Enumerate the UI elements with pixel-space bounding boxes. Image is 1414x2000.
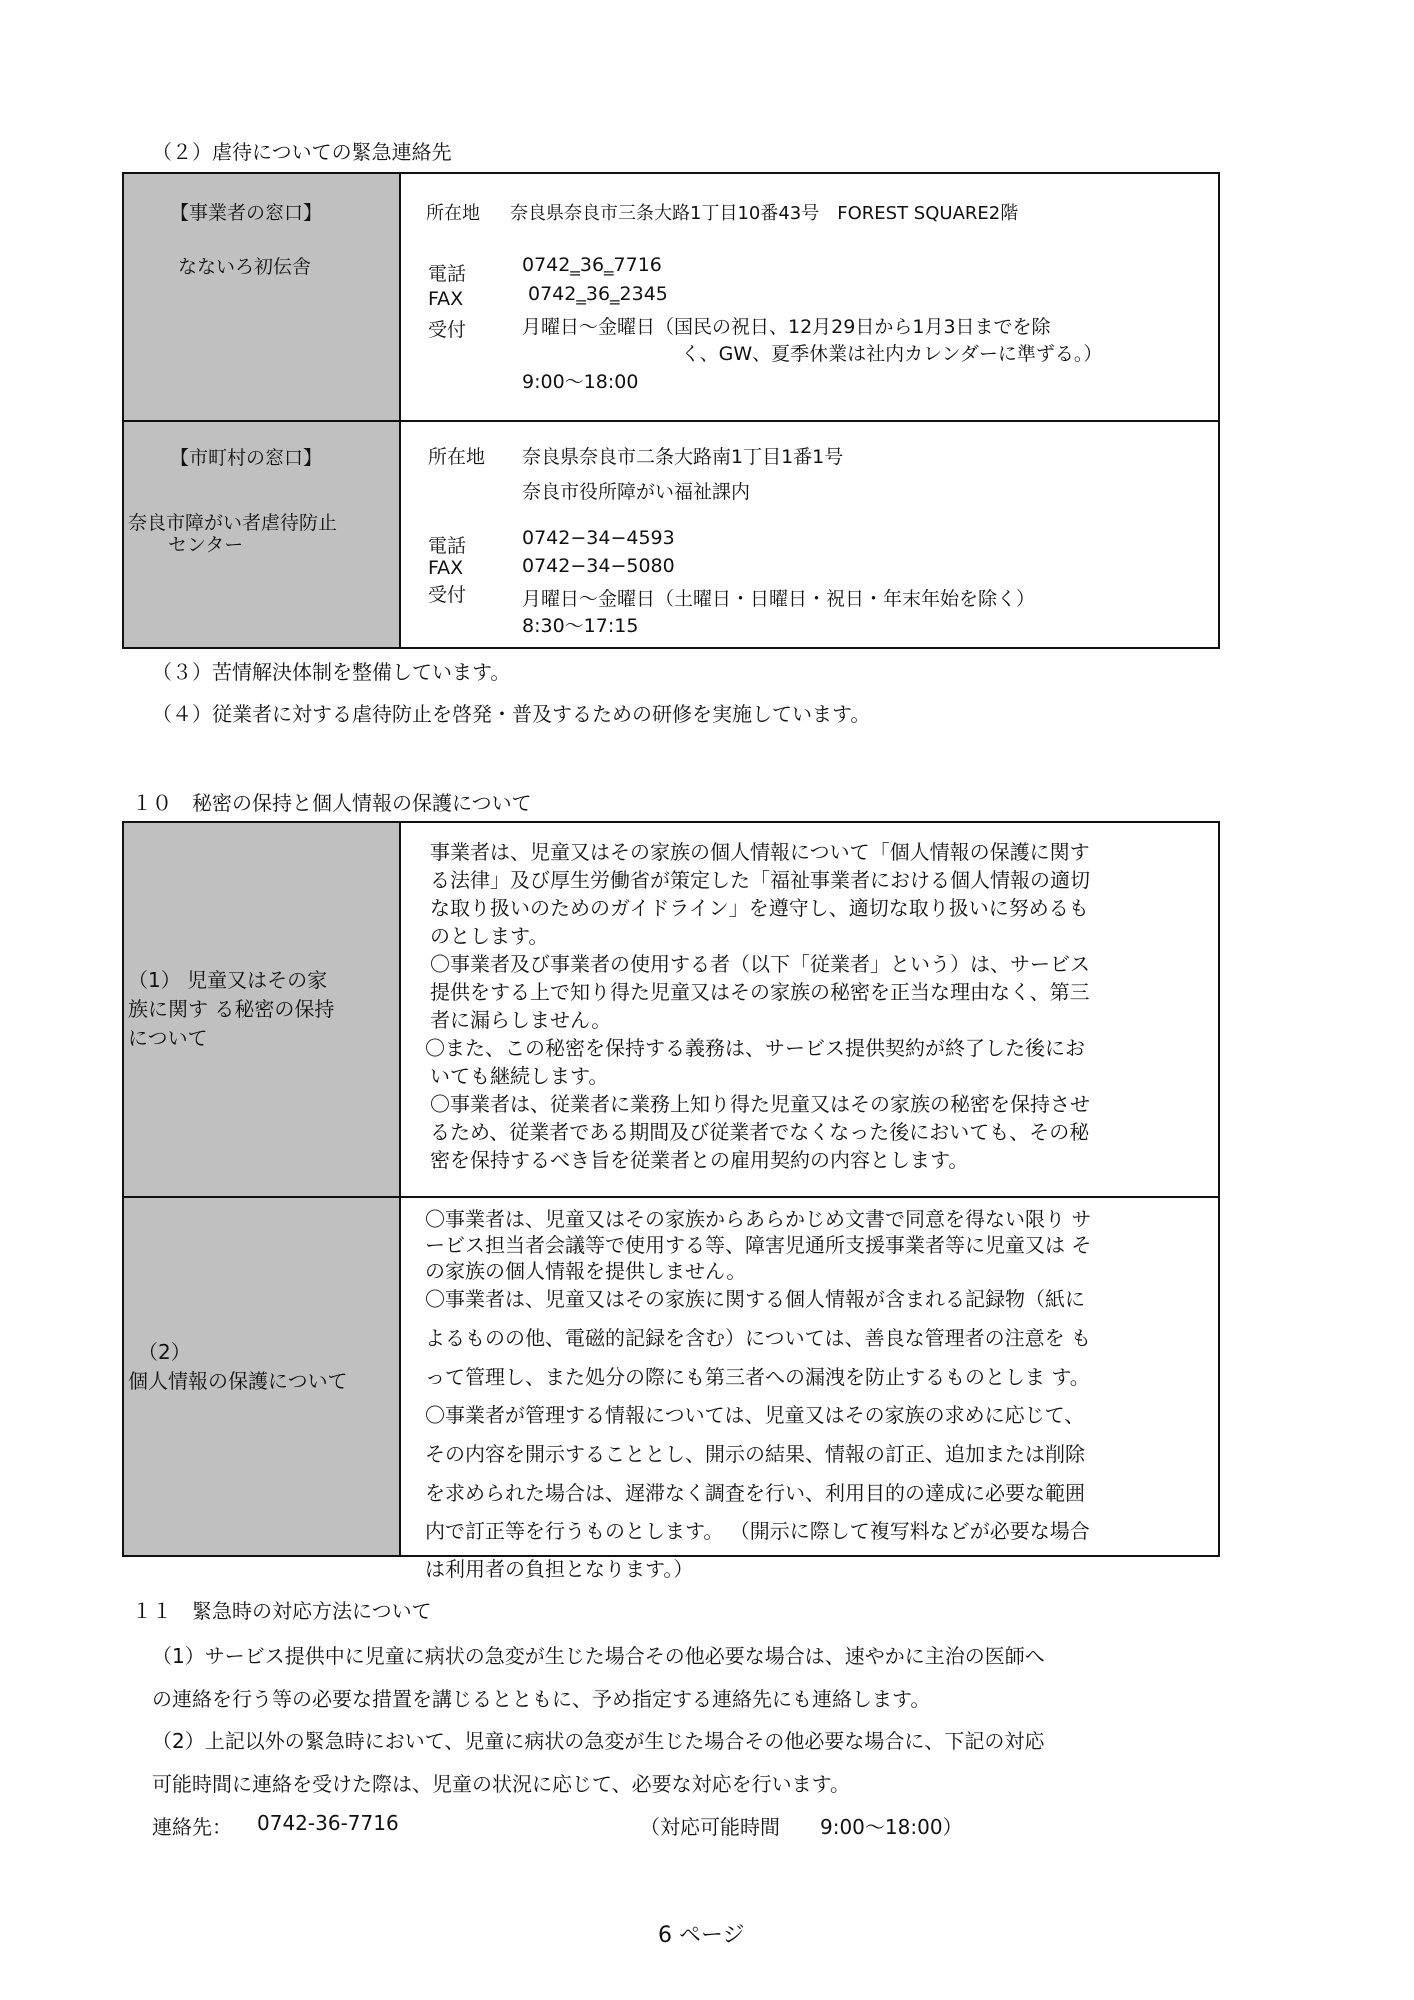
privacy-row1-line: のとします。	[430, 924, 549, 948]
operator-name: なないろ初伝舎	[178, 256, 312, 278]
operator-hours-line2: く、GW、夏季休業は社内カレンダーに準ずる。）	[681, 343, 1103, 365]
privacy-row1-line: な取り扱いのためのガイドライン」を遵守し、適切な取り扱いに努めるも	[430, 896, 1089, 920]
privacy-row2-label-line2: 個人情報の保護について	[128, 1369, 348, 1393]
abuse-contact-heading: （２）虐待についての緊急連絡先	[152, 140, 452, 164]
privacy-row1-line: いても継続します。	[430, 1064, 609, 1088]
privacy-row1-line: 〇事業者は、従業者に業務上知り得た児童又はその家族の秘密を保持させ	[430, 1092, 1090, 1116]
abuse-contact-row-divider	[124, 420, 1218, 422]
privacy-row2-line: その内容を開示することとし、開示の結果、情報の訂正、追加または削除	[425, 1442, 1085, 1466]
municipal-name-line1: 奈良市障がい者虐待防止	[128, 512, 338, 534]
privacy-row1-line: る法律」及び厚生労働省が策定した「福祉事業者における個人情報の適切	[430, 868, 1090, 892]
municipal-tel-key: 電話	[428, 535, 467, 557]
privacy-row1-line: 密を保持するべき旨を従業者との雇用契約の内容とします。	[430, 1148, 969, 1172]
note-complaint-system: （３）苦情解決体制を整備しています。	[152, 660, 511, 684]
privacy-row1-line: るため、従業者である期間及び従業者でなくなった後においても、その秘	[430, 1120, 1090, 1144]
privacy-row1-line: 者に漏らしません。	[430, 1008, 612, 1032]
operator-label: 【事業者の窓口】	[170, 202, 323, 224]
privacy-row2-line: ービス担当者会議等で使用する等、障害児通所支援事業者等に児童又は そ	[425, 1233, 1092, 1257]
municipal-hours: 月曜日～金曜日（土曜日・日曜日・祝日・年末年始を除く）	[522, 588, 1036, 610]
privacy-row2-line: を求められた場合は、遅滞なく調査を行い、利用目的の達成に必要な範囲	[425, 1481, 1085, 1505]
operator-hours-key: 受付	[428, 319, 467, 341]
section11-para1-line2: の連絡を行う等の必要な措置を講じるとともに、予め指定する連絡先にも連絡します。	[152, 1687, 931, 1711]
privacy-row1-line: 〇また、この秘密を保持する義務は、サービス提供契約が終了した後にお	[425, 1036, 1085, 1060]
section11-heading: １１ 緊急時の対応方法について	[132, 1599, 432, 1623]
page-number: 6 ページ	[658, 1923, 745, 1948]
privacy-row2-label-line1: （2）	[138, 1340, 191, 1364]
privacy-row-divider	[124, 1196, 1218, 1198]
municipal-address-line1: 奈良県奈良市二条大路南1丁目1番1号	[522, 446, 844, 468]
municipal-name-line2: センター	[168, 534, 244, 556]
operator-hours-line1: 月曜日～金曜日（国民の祝日、12月29日から1月3日までを除	[522, 316, 1051, 338]
privacy-row1-line: 事業者は、児童又はその家族の個人情報について「個人情報の保護に関す	[430, 840, 1090, 864]
operator-fax-key: FAX	[428, 288, 464, 310]
municipal-address-key: 所在地	[428, 446, 486, 468]
privacy-row2-line: 〇事業者は、児童又はその家族に関する個人情報が含まれる記録物（紙に	[425, 1287, 1085, 1311]
privacy-row1-line: 提供をする上で知り得た児童又はその家族の秘密を正当な理由なく、第三	[430, 980, 1090, 1004]
privacy-row2-line: は利用者の負担となります。）	[425, 1557, 694, 1581]
privacy-row1-label-line3: について	[128, 1026, 208, 1050]
section11-para1-line1: （1）サービス提供中に児童に病状の急変が生じた場合その他必要な場合は、速やかに主治の医師へ	[152, 1644, 1045, 1668]
privacy-row2-line: って管理し、また処分の際にも第三者への漏洩を防止するものとしま す。	[425, 1365, 1090, 1389]
operator-tel: 0742‗36‗7716	[522, 254, 662, 276]
municipal-hours-time: 8:30～17:15	[522, 615, 639, 637]
municipal-fax: 0742−34−5080	[522, 555, 675, 577]
municipal-tel: 0742−34−4593	[522, 527, 675, 549]
section11-para2-line1: （2）上記以外の緊急時において、児童に病状の急変が生じた場合その他必要な場合に、下記の対応	[152, 1729, 1045, 1753]
privacy-row2-line: 〇事業者が管理する情報については、児童又はその家族の求めに応じて、	[425, 1403, 1085, 1427]
operator-fax: 0742‗36‗2345	[528, 283, 668, 305]
operator-tel-key: 電話	[428, 263, 467, 285]
privacy-row1-label-line2: 族に関す る秘密の保持	[128, 997, 335, 1021]
operator-hours-time: 9:00～18:00	[522, 371, 639, 393]
privacy-label-column	[124, 823, 401, 1555]
contact-label: 連絡先：	[152, 1815, 232, 1839]
section11-para2-line2: 可能時間に連絡を受けた際は、児童の状況に応じて、必要な対応を行います。	[152, 1772, 850, 1796]
municipal-fax-key: FAX	[428, 557, 464, 579]
section10-heading: １０ 秘密の保持と個人情報の保護について	[132, 791, 532, 815]
contact-hours: （対応可能時間 9:00～18:00）	[640, 1815, 963, 1839]
abuse-contact-label-column	[124, 174, 401, 647]
operator-address: 奈良県奈良市三条大路1丁目10番43号 FOREST SQUARE2階	[510, 203, 1019, 224]
privacy-row2-line: 〇事業者は、児童又はその家族からあらかじめ文書で同意を得ない限り サ	[425, 1207, 1092, 1231]
privacy-row1-line: 〇事業者及び事業者の使用する者（以下「従業者」という）は、サービス	[430, 952, 1090, 976]
privacy-row1-label-line1: （1） 児童又はその家	[128, 968, 328, 992]
privacy-row2-line: よるものの他、電磁的記録を含む）については、善良な管理者の注意を も	[425, 1326, 1091, 1350]
privacy-row2-line: の家族の個人情報を提供しません。	[425, 1259, 747, 1283]
municipal-hours-key: 受付	[428, 584, 467, 606]
operator-address-key: 所在地	[426, 203, 480, 224]
municipal-address-line2: 奈良市役所障がい福祉課内	[522, 481, 751, 503]
municipal-label: 【市町村の窓口】	[170, 447, 323, 469]
privacy-row2-line: 内で訂正等を行うものとします。 （開示に際して複写料などが必要な場合	[425, 1519, 1090, 1543]
note-abuse-training: （４）従業者に対する虐待防止を啓発・普及するための研修を実施しています。	[152, 702, 871, 726]
contact-number: 0742-36-7716	[257, 1811, 399, 1835]
abuse-contact-table	[122, 172, 1220, 649]
